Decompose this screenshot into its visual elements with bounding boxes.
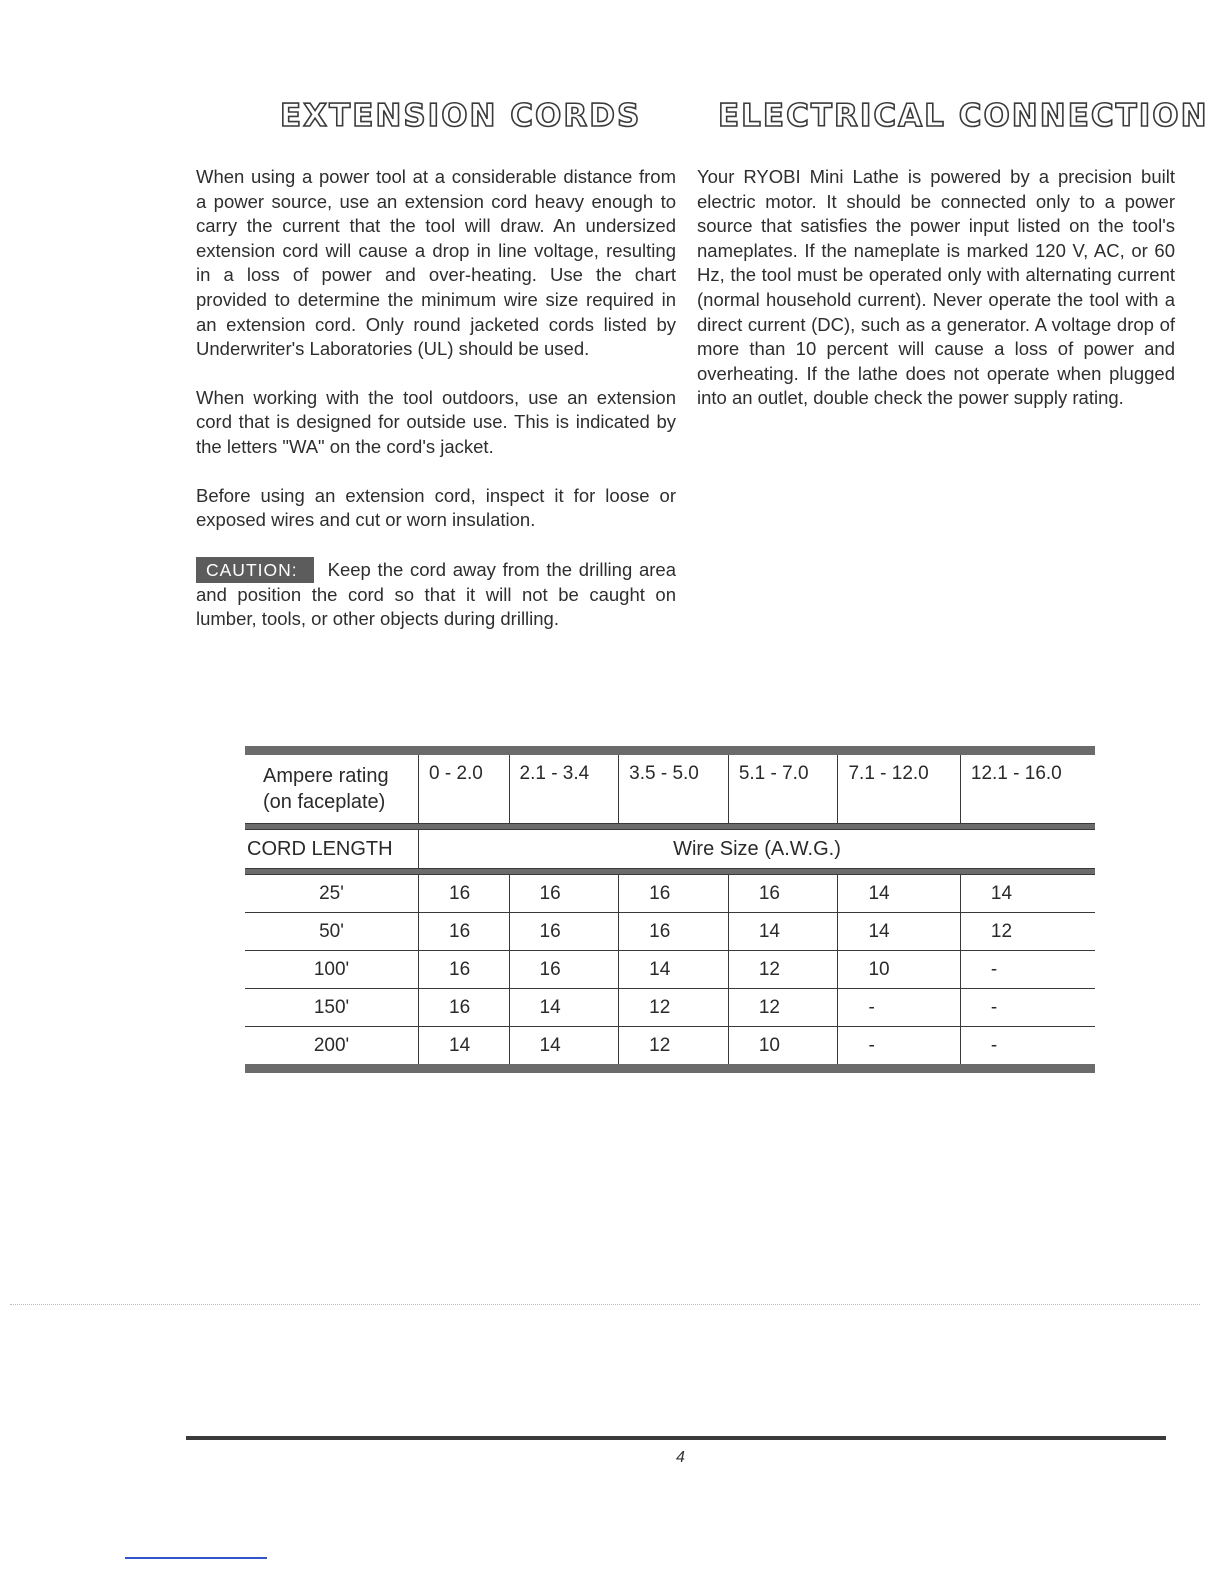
ampere-range-cell: 2.1 - 3.4: [509, 751, 619, 824]
wire-size-cell: 12: [619, 1027, 729, 1069]
wire-size-cell: 14: [509, 989, 619, 1027]
wire-size-cell: 16: [419, 989, 510, 1027]
cord-length-cell: 50': [245, 913, 419, 951]
wire-size-cell: 12: [960, 913, 1095, 951]
wire-size-cell: -: [960, 951, 1095, 989]
wire-size-cell: 14: [419, 1027, 510, 1069]
table-row: [245, 989, 1095, 1027]
ampere-range-cell: 12.1 - 16.0: [960, 751, 1095, 824]
wire-size-cell: 16: [619, 913, 729, 951]
wire-size-cell: 12: [619, 989, 729, 1027]
cord-length-cell: 25': [245, 875, 419, 913]
wire-size-cell: 14: [838, 913, 960, 951]
wire-size-cell: 12: [728, 989, 838, 1027]
wire-size-label: Wire Size (A.W.G.): [419, 830, 1096, 869]
wire-size-cell: -: [838, 1027, 960, 1069]
wire-size-cell: 12: [728, 951, 838, 989]
electrical-connection-heading: ELECTRICAL CONNECTION: [718, 98, 1209, 134]
table-row: [245, 951, 1095, 989]
extension-cords-heading: EXTENSION CORDS: [280, 98, 642, 134]
wire-size-cell: -: [960, 989, 1095, 1027]
wire-size-cell: 10: [838, 951, 960, 989]
extension-paragraph-3: Before using an extension cord, inspect it for loose or exposed wires and cut or worn insulation.: [196, 484, 676, 531]
wire-size-cell: 14: [838, 875, 960, 913]
wire-size-cell: 14: [619, 951, 729, 989]
ampere-range-cell: 7.1 - 12.0: [838, 751, 960, 824]
wire-size-table: [245, 746, 1095, 1073]
wire-size-cell: 16: [419, 913, 510, 951]
wire-size-cell: 16: [619, 875, 729, 913]
extension-cords-section: [196, 165, 676, 632]
ampere-label-line-2: (on faceplate): [263, 791, 386, 813]
table-row: [245, 875, 1095, 913]
cord-length-cell: 200': [245, 1027, 419, 1069]
wire-size-cell: 14: [728, 913, 838, 951]
caution-badge: CAUTION:: [196, 557, 314, 583]
cord-length-cell: 100': [245, 951, 419, 989]
bottom-edge-line: [125, 1557, 267, 1559]
wire-size-cell: 14: [960, 875, 1095, 913]
wire-size-cell: 16: [419, 875, 510, 913]
ampere-rating-label: [245, 751, 419, 824]
wire-size-cell: 16: [509, 913, 619, 951]
cord-length-label: CORD LENGTH: [245, 830, 419, 869]
wire-size-cell: 14: [509, 1027, 619, 1069]
ampere-range-cell: 3.5 - 5.0: [619, 751, 729, 824]
wire-size-cell: 10: [728, 1027, 838, 1069]
electrical-paragraph-1: Your RYOBI Mini Lathe is powered by a precision built electric motor. It should be connected only to a power source that satisfies the power input listed on the tool's nameplates. If the nameplate is marked 120 V, AC, or 60 Hz, the tool must be operated only with alternating current (normal household current). Never operate the tool with a direct current (DC), such as a generator. A voltage drop of more than 10 percent will cause a loss of power and overheating. If the lathe does not operate when plugged into an outlet, double check the power supply rating.: [697, 166, 1175, 409]
ampere-label-line-1: Ampere rating: [263, 765, 389, 787]
footer-rule: [186, 1436, 1166, 1440]
extension-paragraph-2: When working with the tool outdoors, use an extension cord that is designed for outside use. This is indicated by the letters "WA" on the cord's jacket.: [196, 386, 676, 457]
ampere-range-cell: 0 - 2.0: [419, 751, 510, 824]
page-number: 4: [676, 1449, 685, 1466]
caution-paragraph: [196, 557, 676, 632]
wire-size-cell: 16: [509, 875, 619, 913]
scan-dotted-line: [10, 1304, 1200, 1305]
caution-text: Keep the cord away from the drilling area and position the cord so that it will not be caught on lumber, tools, or other objects during drilling.: [196, 558, 676, 630]
table-row: [245, 1027, 1095, 1069]
wire-size-cell: 16: [419, 951, 510, 989]
wire-size-cell: 16: [509, 951, 619, 989]
electrical-connection-section: [697, 165, 1175, 411]
cord-length-header-row: [245, 830, 1095, 869]
ampere-range-cell: 5.1 - 7.0: [728, 751, 838, 824]
extension-paragraph-1: When using a power tool at a considerable distance from a power source, use an extension cord heavy enough to carry the current that the tool will draw. An undersized extension cord will cause a drop in line voltage, resulting in a loss of power and over-heating. Use the chart provided to determine the minimum wire size required in an extension cord. Only round jacketed cords listed by Underwriter's Laboratories (UL) should be used.: [196, 166, 676, 360]
table-row: [245, 913, 1095, 951]
cord-length-cell: 150': [245, 989, 419, 1027]
wire-size-cell: -: [960, 1027, 1095, 1069]
wire-size-cell: 16: [728, 875, 838, 913]
wire-size-cell: -: [838, 989, 960, 1027]
ampere-header-row: [245, 751, 1095, 824]
